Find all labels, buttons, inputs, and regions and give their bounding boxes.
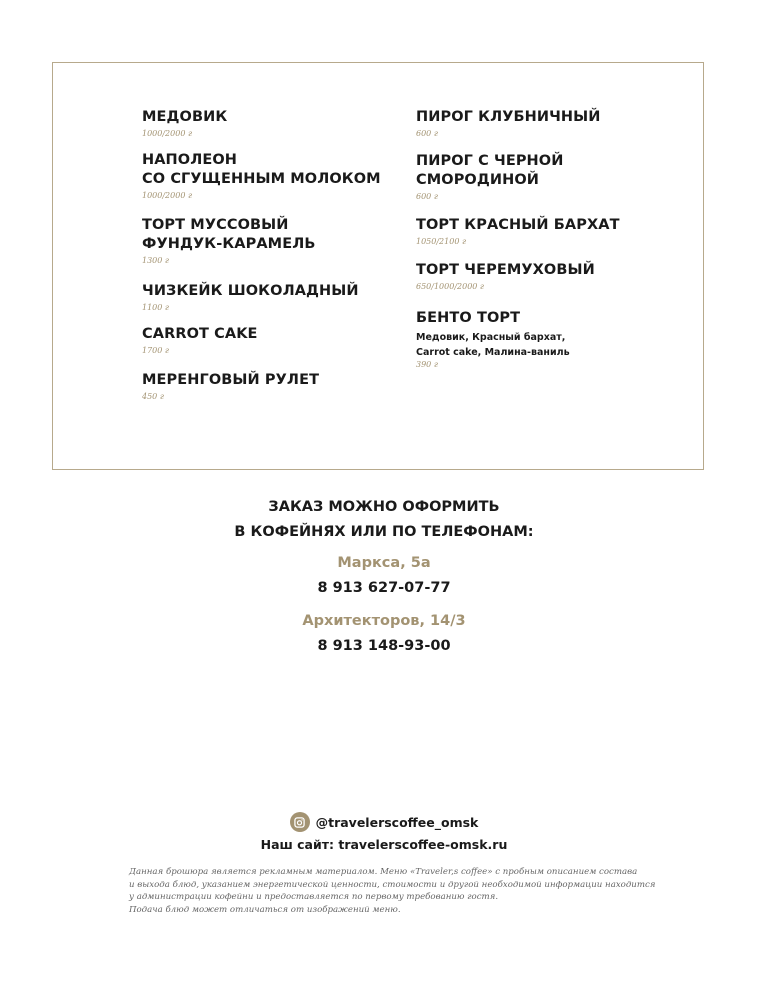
item-title: МЕРЕНГОВЫЙ РУЛЕТ [142, 372, 320, 388]
menu-item [416, 309, 570, 369]
order-heading-line1: ЗАКАЗ МОЖНО ОФОРМИТЬ [268, 499, 500, 515]
menu-item [142, 151, 381, 200]
menu-item [416, 152, 563, 201]
location-address: Архитекторов, 14/3 [302, 613, 466, 629]
menu-item [142, 282, 359, 312]
item-size: 650/1000/2000 г [416, 282, 484, 291]
item-description: Медовик, Красный бархат, Carrot cake, Малина-ваниль [416, 332, 570, 358]
item-size: 1000/2000 г [142, 191, 192, 200]
location-address: Маркса, 5а [337, 555, 431, 571]
order-heading-line2: В КОФЕЙНЯХ ИЛИ ПО ТЕЛЕФОНАМ: [234, 524, 534, 540]
item-size: 1700 г [142, 346, 169, 355]
location-phone[interactable]: 8 913 148-93-00 [317, 638, 451, 654]
item-size: 1000/2000 г [142, 129, 192, 138]
website-link[interactable]: Наш сайт: travelerscoffee-omsk.ru [260, 837, 508, 852]
item-title: ТОРТ КРАСНЫЙ БАРХАТ [416, 217, 620, 233]
menu-item [416, 108, 601, 138]
menu-item [416, 216, 620, 246]
item-size: 600 г [416, 192, 438, 201]
disclaimer: Данная брошюра является рекламным материалом. Меню «Traveler,s coffee» с пробным описанием состава и выхода блюд, указанием энергетической ценности, стоимости и другой необходимой информации находится у администрации кофейни и предоставляется по первому требованию гостя. Подача блюд может отличаться от изображений меню. [129, 867, 656, 915]
item-title: МЕДОВИК [142, 109, 228, 125]
item-size: 1100 г [142, 303, 169, 312]
menu-item [142, 325, 258, 355]
instagram-row [0, 812, 768, 832]
menu-item [142, 371, 319, 401]
item-size: 600 г [416, 129, 438, 138]
item-title: БЕНТО ТОРТ [416, 310, 521, 326]
item-size: 1050/2100 г [416, 237, 466, 246]
menu-item [142, 108, 227, 138]
menu-item [416, 261, 595, 291]
item-size: 1300 г [142, 256, 169, 265]
item-title: CARROT CAKE [142, 326, 258, 342]
menu-item [142, 216, 316, 265]
item-title: ЧИЗКЕЙК ШОКОЛАДНЫЙ [142, 283, 359, 299]
item-title: ТОРТ МУССОВЫЙ ФУНДУК-КАРАМЕЛЬ [142, 217, 316, 252]
item-title: ТОРТ ЧЕРЕМУХОВЫЙ [416, 262, 595, 278]
instagram-handle[interactable]: @travelerscoffee_omsk [315, 814, 479, 830]
location-phone[interactable]: 8 913 627-07-77 [317, 580, 451, 596]
item-title: ПИРОГ С ЧЕРНОЙ СМОРОДИНОЙ [416, 153, 564, 188]
item-size: 450 г [142, 392, 164, 401]
item-title: ПИРОГ КЛУБНИЧНЫЙ [416, 109, 601, 125]
instagram-icon [290, 812, 310, 832]
item-size: 390 г [416, 360, 438, 369]
item-title: НАПОЛЕОН СО СГУЩЕННЫМ МОЛОКОМ [142, 152, 381, 187]
